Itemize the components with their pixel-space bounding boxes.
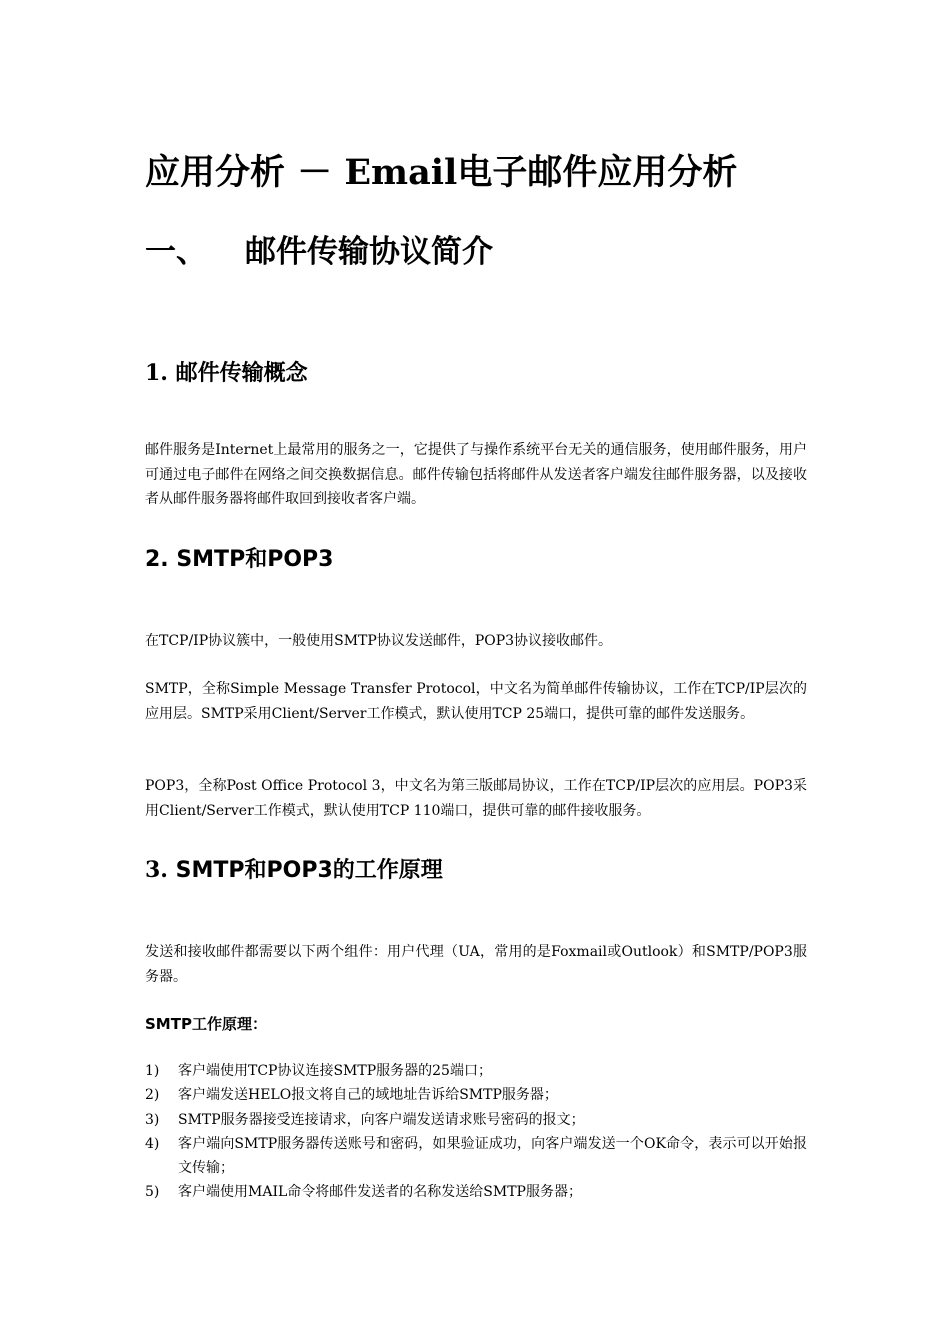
list-item: [145, 1059, 807, 1083]
list-item: [145, 1180, 807, 1204]
list-marker: 1): [145, 1063, 160, 1079]
document-title: 应用分析 － Email电子邮件应用分析: [145, 152, 738, 193]
list-marker: 2): [145, 1087, 160, 1104]
section-number: 一、: [145, 234, 207, 270]
paragraph-pop3: POP3，全称Post Office Protocol 3，中文名为第三版邮局协议，工作在TCP/IP层次的应用层。POP3采用Client/Server工作模式，默认使用TCP 110端口，提供可靠的邮件接收服务。: [145, 778, 807, 819]
list-marker: 3): [145, 1111, 160, 1128]
list-item-text: 客户端使用MAIL命令将邮件发送者的名称发送给SMTP服务器；: [178, 1184, 582, 1201]
list-marker: 5): [145, 1184, 160, 1201]
list-item: [145, 1108, 807, 1132]
smtp-steps-list: [145, 1059, 807, 1205]
subsection-number: 3.: [145, 857, 168, 883]
paragraph-smtp: SMTP，全称Simple Message Transfer Protocol，中文名为简单邮件传输协议，工作在TCP/IP层次的应用层。SMTP采用Client/Server工作模式，默认使用TCP 25端口，提供可靠的邮件发送服务。: [145, 681, 807, 722]
smtp-principle-label: SMTP工作原理：: [145, 1015, 267, 1033]
list-item-text: 客户端向SMTP服务器传送账号和密码，如果验证成功，向客户端发送一个OK命令，表示可以开始报文传输；: [178, 1135, 807, 1177]
list-item: [145, 1132, 807, 1181]
subsection-title: SMTP和POP3的工作原理: [175, 858, 443, 883]
list-marker: 4): [145, 1135, 160, 1152]
list-item-text: 客户端使用TCP协议连接SMTP服务器的25端口；: [178, 1063, 492, 1079]
paragraph-protocol-usage: 在TCP/IP协议簇中，一般使用SMTP协议发送邮件，POP3协议接收邮件。: [145, 633, 613, 649]
list-item-text: 客户端发送HELO报文将自己的域地址告诉给SMTP服务器；: [178, 1087, 558, 1104]
section-heading-1: [145, 232, 493, 272]
subsection-number: 1.: [145, 360, 168, 386]
list-item: [145, 1083, 807, 1107]
list-item-text: SMTP服务器接受连接请求，向客户端发送请求账号密码的报文；: [178, 1111, 585, 1128]
subsection-heading-3: [145, 855, 443, 886]
paragraph-components: 发送和接收邮件都需要以下两个组件：用户代理（UA，常用的是Foxmail或Outlook）和SMTP/POP3服务器。: [145, 944, 807, 985]
subsection-heading-1: [145, 358, 308, 388]
subsection-title: 邮件传输概念: [175, 360, 308, 386]
paragraph-mail-concept: 邮件服务是Internet上最常用的服务之一，它提供了与操作系统平台无关的通信服务，使用邮件服务，用户可通过电子邮件在网络之间交换数据信息。邮件传输包括将邮件从发送者客户端发往邮件服务器，以及接收者从邮件服务器将邮件取回到接收者客户端。: [145, 442, 807, 507]
subsection-heading-2: 2. SMTP和POP3: [145, 547, 334, 572]
section-title: 邮件传输协议简介: [245, 234, 493, 270]
